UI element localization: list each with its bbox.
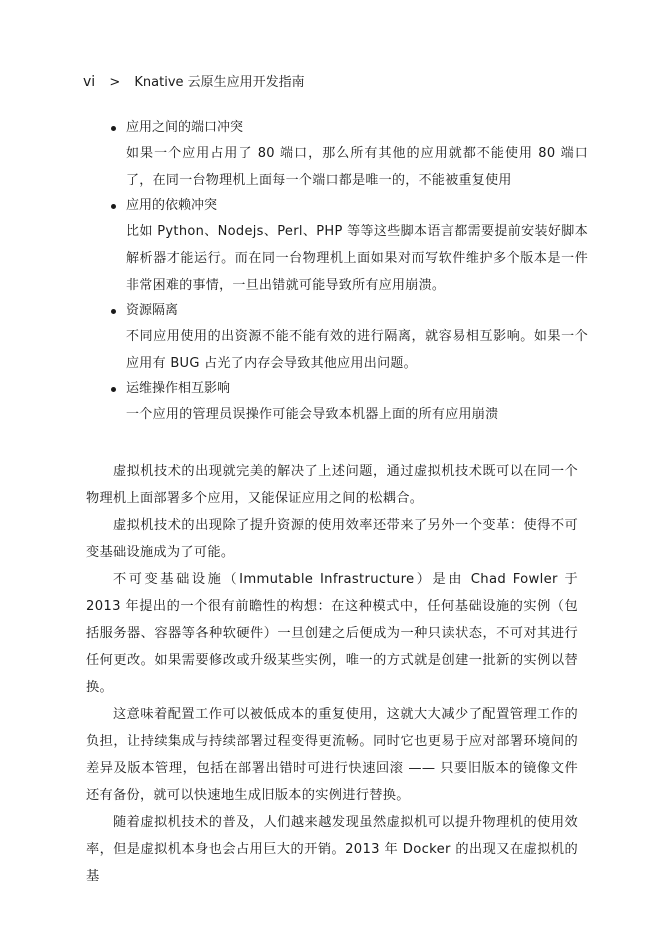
header-separator: > [109, 75, 121, 90]
book-title: Knative 云原生应用开发指南 [134, 75, 305, 90]
bullet-title: 运维操作相互影响 [126, 381, 231, 396]
running-header [83, 71, 305, 90]
bullet-title: 应用之间的端口冲突 [126, 120, 244, 135]
bullet-dot-icon [111, 126, 116, 131]
paragraph: 虚拟机技术的出现就完美的解决了上述问题，通过虚拟机技术既可以在同一个物理机上面部署多个应用，又能保证应用之间的松耦合。 [86, 464, 578, 506]
bullet-title: 资源隔离 [126, 303, 179, 318]
paragraph: 这意味着配置工作可以被低成本的重复使用，这就大大减少了配置管理工作的负担，让持续集成与持续部署过程变得更流畅。同时它也更易于应对部署环境间的差异及版本管理，包括在部署出错时可进行快速回滚 —— 只要旧版本的镜像文件还有备份，就可以快速地生成旧版本的实例进行替换。 [86, 707, 578, 803]
bullet-title: 应用的依赖冲突 [126, 198, 218, 213]
body-text [86, 458, 578, 890]
bullet-dot-icon [111, 387, 116, 392]
paragraph: 虚拟机技术的出现除了提升资源的使用效率还带来了另外一个变革：使得不可变基础设施成为了可能。 [86, 518, 578, 560]
bullet-dot-icon [111, 309, 116, 314]
bullet-text: 一个应用的管理员误操作可能会导致本机器上面的所有应用崩溃 [126, 407, 499, 422]
bullet-item [108, 299, 588, 377]
paragraph: 不可变基础设施（Immutable Infrastructure）是由 Chad Fowler 于 2013 年提出的一个很有前瞻性的构想：在这种模式中，任何基础设施的实例（包括服务器、容器等各种软硬件）一旦创建之后便成为一种只读状态，不可对其进行任何更改。如果需要修改或升级某些实例，唯一的方式就是创建一批新的实例以替换。 [86, 572, 578, 695]
bullet-item [108, 116, 588, 194]
bullet-list [108, 116, 588, 428]
page-number: vi [83, 74, 96, 90]
bullet-text: 比如 Python、Nodejs、Perl、PHP 等等这些脚本语言都需要提前安装好脚本解析器才能运行。而在同一台物理机上面如果对而写软件维护多个版本是一件非常困难的事情，一旦出错就可能导致所有应用崩溃。 [126, 224, 588, 293]
bullet-item [108, 194, 588, 299]
paragraph: 随着虚拟机技术的普及，人们越来越发现虽然虚拟机可以提升物理机的使用效率，但是虚拟机本身也会占用巨大的开销。2013 年 Docker 的出现又在虚拟机的基 [86, 815, 578, 884]
bullet-text: 不同应用使用的出资源不能不能有效的进行隔离，就容易相互影响。如果一个应用有 BUG 占光了内存会导致其他应用出问题。 [126, 329, 588, 371]
bullet-text: 如果一个应用占用了 80 端口，那么所有其他的应用就都不能使用 80 端口了，在同一台物理机上面每一个端口都是唯一的，不能被重复使用 [126, 146, 588, 188]
bullet-dot-icon [111, 204, 116, 209]
bullet-item [108, 377, 588, 428]
